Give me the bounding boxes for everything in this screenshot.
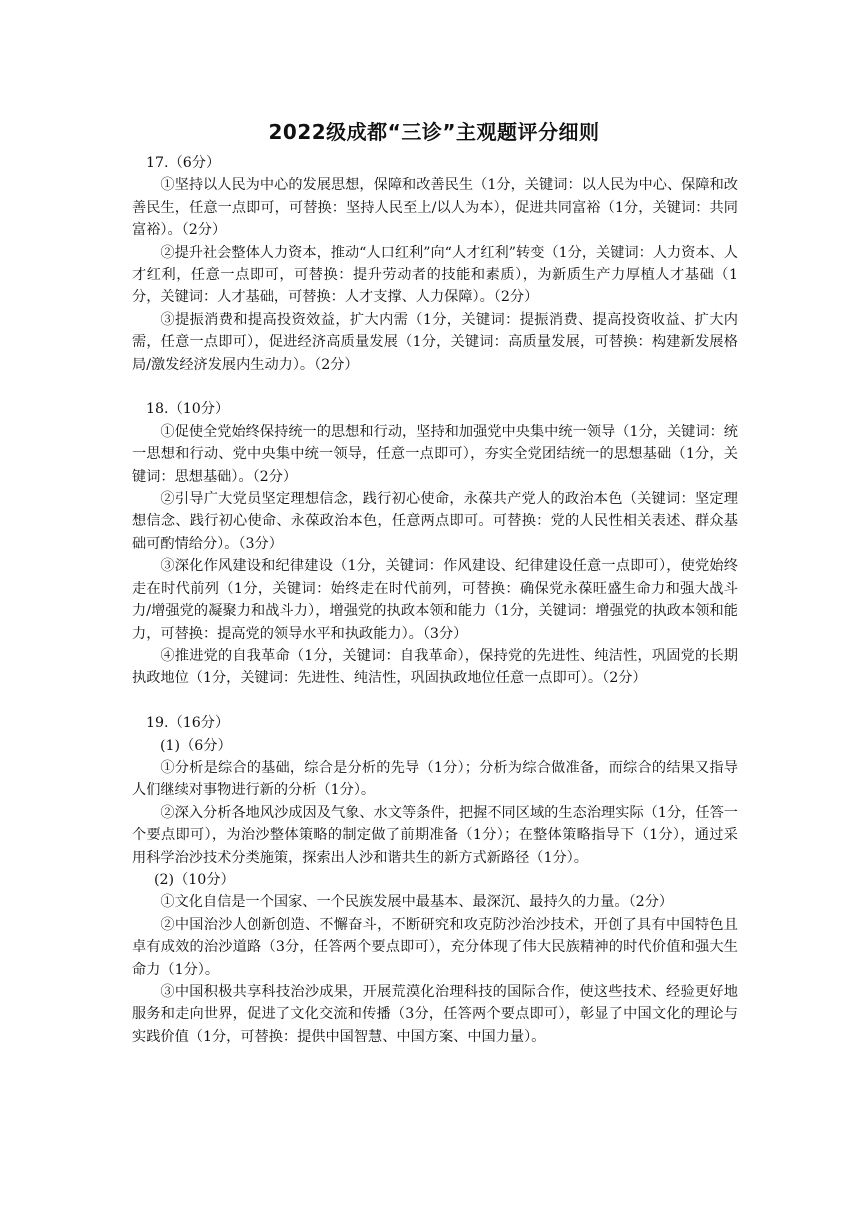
question-19-heading: 19.（16分） [146, 715, 230, 732]
question-18-point-4: ④推进党的自我革命（1分，关键词：自我革命），保持党的先进性、纯洁性，巩固党的长期执政地位（1分，关键词：先进性、纯洁性，巩固执政地位任意一点即可）。（2分） [132, 647, 738, 687]
page-title: 2022级成都“三诊”主观题评分细则 [268, 120, 600, 144]
question-18-point-1: ①促使全党始终保持统一的思想和行动，坚持和加强党中央集中统一领导（1分，关键词：统一思想和行动、党中央集中统一领导，任意一点即可），夯实全党团结统一的思想基础（1分，关键词：思想基础）。（2分） [132, 423, 738, 485]
question-17-point-1: ①坚持以人民为中心的发展思想，保障和改善民生（1分，关键词：以人民为中心、保障和改善民生，任意一点即可，可替换：坚持人民至上/以人为本），促进共同富裕（1分，关键词：共同富裕）。（2分） [132, 177, 738, 239]
question-17-point-3: ③提振消费和提高投资效益，扩大内需（1分，关键词：提振消费、提高投资收益、扩大内需，任意一点即可），促进经济高质量发展（1分，关键词：高质量发展，可替换：构建新发展格局/激发经济发展内生动力）。（2分） [132, 311, 738, 373]
question-19-part-1-heading: (1)（6分） [160, 737, 232, 754]
question-17-heading: 17.（6分） [146, 155, 221, 171]
question-19-part-2-point-1: ①文化自信是一个国家、一个民族发展中最基本、最深沉、最持久的力量。（2分） [160, 894, 674, 911]
question-19 [132, 712, 738, 1048]
question-18 [132, 398, 738, 689]
question-19-part-2-heading: (2)（10分） [154, 871, 235, 888]
question-18-point-3: ③深化作风建设和纪律建设（1分，关键词：作风建设、纪律建设任意一点即可），使党始终走在时代前列（1分，关键词：始终走在时代前列，可替换：确保党永葆旺盛生命力和强大战斗力/增强党的凝聚力和战斗力），增强党的执政本领和能力（1分，关键词：增强党的执政本领和能力，可替换：提高党的领导水平和执政能力）。（3分） [132, 558, 738, 642]
question-18-point-2: ②引导广大党员坚定理想信念，践行初心使命，永葆共产党人的政治本色（关键词：坚定理想信念、践行初心使命、永葆政治本色，任意两点即可。可替换：党的人民性相关表述、群众基础可酌情给分）。（3分） [132, 491, 738, 552]
document-body [132, 152, 738, 1048]
question-19-part-1-point-2: ②深入分析各地风沙成因及气象、水文等条件，把握不同区域的生态治理实际（1分，任答一个要点即可），为治沙整体策略的制定做了前期准备（1分）；在整体策略指导下（1分），通过采用科学治沙技术分类施策，探索出人沙和谐共生的新方式新路径（1分）。 [132, 804, 738, 866]
question-18-heading: 18.（10分） [146, 401, 230, 418]
question-19-part-2-point-3: ③中国积极共享科技治沙成果，开展荒漠化治理科技的国际合作，使这些技术、经验更好地服务和走向世界，促进了文化交流和传播（3分，任答两个要点即可），彰显了中国文化的理论与实践价值（1分，可替换：提供中国智慧、中国方案、中国力量）。 [132, 984, 738, 1045]
question-17 [132, 152, 738, 376]
question-19-part-2-point-2: ②中国治沙人创新创造、不懈奋斗，不断研究和攻克防沙治沙技术，开创了具有中国特色且卓有成效的治沙道路（3分，任答两个要点即可），充分体现了伟大民族精神的时代价值和强大生命力（1分）。 [132, 916, 738, 978]
question-17-point-2: ②提升社会整体人力资本，推动“人口红利”向“人才红利”转变（1分，关键词：人力资本、人才红利，任意一点即可，可替换：提升劳动者的技能和素质），为新质生产力厚植人才基础（1分，关键词：人才基础，可替换：人才支撑、人力保障）。（2分） [132, 244, 738, 306]
question-19-part-1-point-1: ①分析是综合的基础，综合是分析的先导（1分）；分析为综合做准备，而综合的结果又指导人们继续对事物进行新的分析（1分）。 [132, 759, 738, 799]
